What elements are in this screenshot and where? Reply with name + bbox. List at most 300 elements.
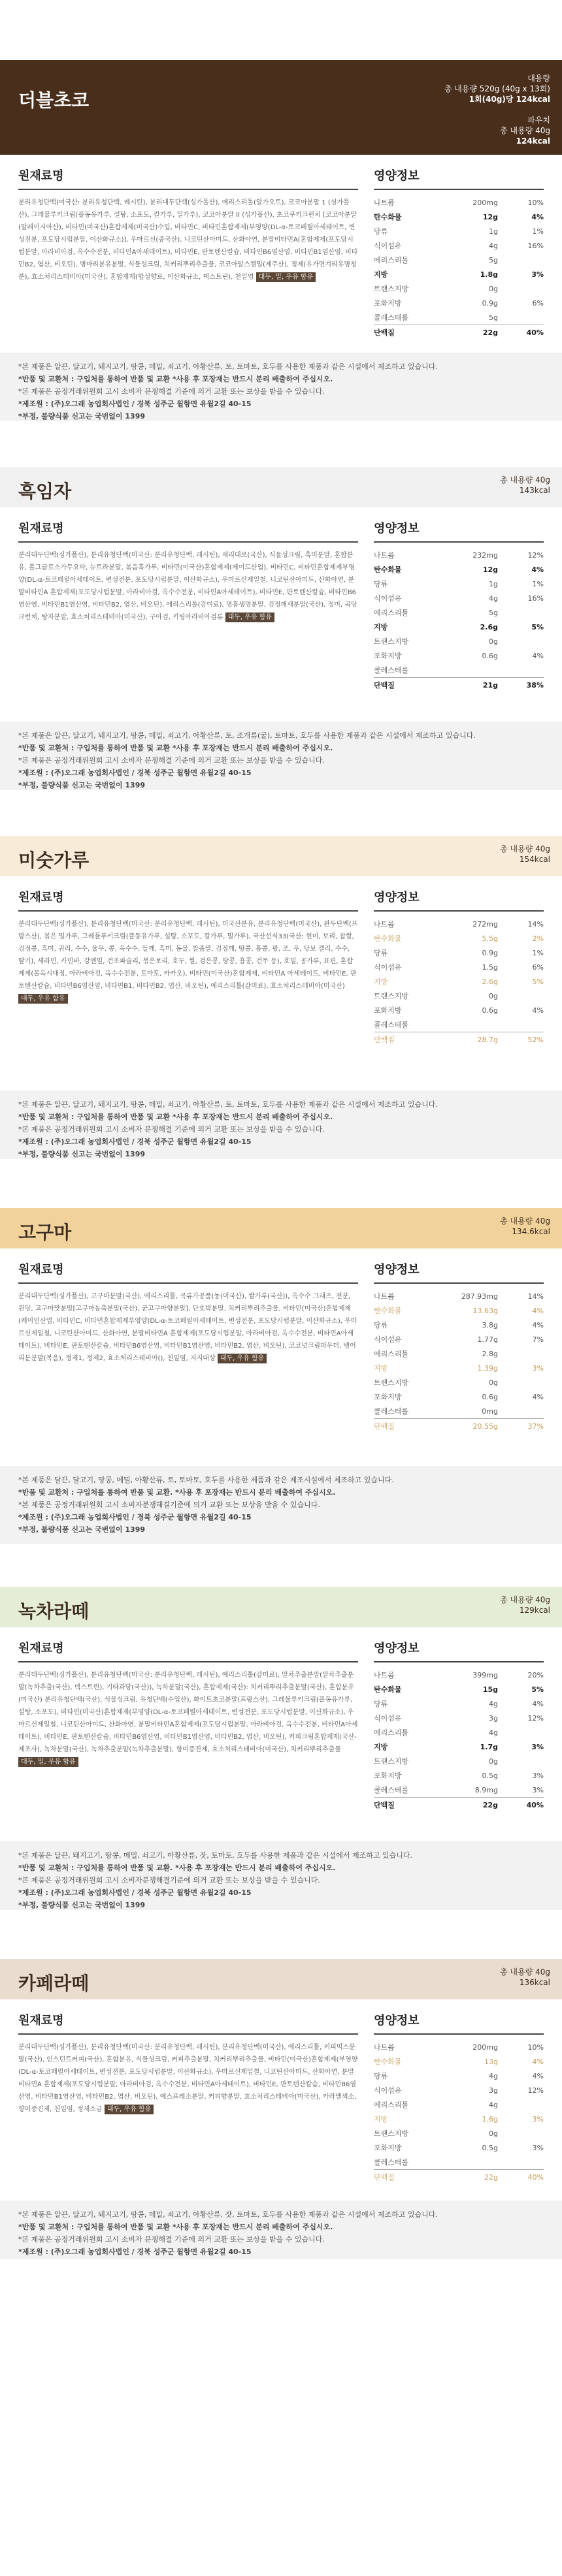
nutrition-row xyxy=(374,1754,544,1768)
nutrient-value: 272mg xyxy=(472,919,498,929)
nutrient-name: 에리스리톨 xyxy=(374,1728,409,1737)
nutrient-percent xyxy=(518,253,544,267)
nutrient-percent: 40% xyxy=(518,325,544,340)
nutrient-name: 탄수화물 xyxy=(374,2058,402,2066)
nutrient-percent: 6% xyxy=(532,962,544,972)
nutrition-row xyxy=(374,2054,544,2069)
nutrient-value: 3.8g xyxy=(482,1320,498,1329)
ingredients-text xyxy=(18,197,358,283)
nutrient-value: 1.5g xyxy=(482,962,498,972)
notice-line: *부정, 불량식품 신고는 국번없이 1399 xyxy=(18,781,146,789)
calorie-line: 총 내용량 40g xyxy=(500,1967,550,1977)
nutrient-value xyxy=(446,2155,518,2170)
nutrient-name: 식이섬유 xyxy=(374,2086,402,2095)
notice-line: *부정, 불량식품 신고는 국번없이 1399 xyxy=(18,1150,146,1158)
nutrition-row xyxy=(374,1768,544,1783)
nutrient-value: 287.93mg xyxy=(461,1292,498,1301)
nutrient-name: 콜레스테롤 xyxy=(374,2158,409,2167)
nutrient-value: 0g xyxy=(489,284,498,293)
product-name: 미숫가루 xyxy=(18,850,90,871)
nutrition-row xyxy=(374,1032,544,1047)
ingredients-title: 원재료명 xyxy=(18,167,358,190)
nutrient-name: 식이섬유 xyxy=(374,963,402,972)
nutrient-name: 포화지방 xyxy=(374,299,402,308)
nutrient-value: 22g xyxy=(446,2170,518,2185)
nutrient-percent: 5% xyxy=(531,1685,544,1694)
nutrient-name: 단백질 xyxy=(374,1419,446,1434)
product-banner xyxy=(0,1587,562,1627)
nutrient-name: 당류 xyxy=(374,2072,388,2080)
notice-line: *반품 및 교환처 : 구입처를 통하여 반품 및 교환 *사용 후 포장재는 반드시 분리 배출하여 주십시오. xyxy=(18,2223,333,2231)
nutrient-percent: 52% xyxy=(518,1032,544,1047)
nutrition-row xyxy=(374,591,544,605)
nutrient-name: 지방 xyxy=(374,1364,388,1373)
nutrient-percent: 12% xyxy=(527,1713,544,1723)
nutrient-name: 콜레스테롤 xyxy=(374,1407,409,1416)
nutrient-name: 단백질 xyxy=(374,325,446,340)
nutrient-value: 1.8g xyxy=(480,270,498,279)
nutrient-name: 콜레스테롤 xyxy=(374,1021,409,1029)
nutrient-percent: 4% xyxy=(531,212,544,221)
nutrient-value: 0mg xyxy=(482,1407,498,1416)
nutrient-name: 에리스리톨 xyxy=(374,256,409,264)
nutrient-percent xyxy=(518,2155,544,2170)
calorie-info xyxy=(444,73,550,146)
nutrient-value: 12g xyxy=(482,565,498,574)
nutrition-title: 영양정보 xyxy=(374,2011,544,2035)
ingredients-panel xyxy=(18,519,358,624)
nutrient-value: 0.6g xyxy=(482,1006,498,1015)
notice-line: *부정, 불량식품 신고는 국번없이 1399 xyxy=(18,1525,146,1534)
nutrient-value: 0.5g xyxy=(482,1771,498,1780)
notice-line: *반품 및 교환처 : 구입처를 통하여 반품 및 교환. *사용 후 포장재는 반드시 분리 배출하여 주십시오. xyxy=(18,1488,336,1497)
nutrition-title: 영양정보 xyxy=(374,167,544,190)
nutrient-percent: 3% xyxy=(532,1363,544,1373)
nutrient-value: 5.5g xyxy=(482,934,498,943)
nutrient-name: 에리스리톨 xyxy=(374,609,409,617)
nutrient-percent: 3% xyxy=(531,270,544,279)
product-name: 흑임자 xyxy=(18,481,72,502)
nutrition-row xyxy=(374,1696,544,1711)
product-banner xyxy=(0,1208,562,1248)
notice-line: *본 제품은 알끈, 달고기, 돼지고기, 땅콩, 메밀, 쇠고기, 아황산류, 토, 조개류(굴), 토마토, 호두를 사용한 제품과 같은 시설에서 제조하고 있습니다. xyxy=(18,731,476,740)
nutrition-row xyxy=(374,648,544,663)
nutrient-name: 식이섬유 xyxy=(374,1714,402,1723)
nutrient-value xyxy=(446,1017,518,1032)
nutrient-percent: 4% xyxy=(532,2057,544,2066)
notice-line: *본 제품은 알끈, 달고기, 돼지고기, 땅콩, 메밀, 쇠고기, 아황산류, 토, 토마토, 호두를 사용한 제품과 같은 시설에서 제조하고 있습니다. xyxy=(18,1100,438,1109)
nutrition-row xyxy=(374,1346,544,1361)
nutrient-name: 단백질 xyxy=(374,1798,446,1813)
nutrition-row xyxy=(374,224,544,238)
calorie-line: 136kcal xyxy=(519,1978,550,1987)
nutrient-value: 4g xyxy=(489,2071,498,2080)
nutrition-row xyxy=(374,989,544,1003)
nutrition-row xyxy=(374,2126,544,2140)
nutrient-value: 28.7g xyxy=(446,1032,518,1047)
nutrient-value: 0.9g xyxy=(482,948,498,957)
nutrient-value: 1.39g xyxy=(477,1363,498,1373)
nutrient-name: 나트륨 xyxy=(374,2043,395,2052)
ingredients-panel xyxy=(18,1260,358,1365)
allergen-badge: 대두, 밀, 우유 함유 xyxy=(256,272,316,282)
nutrient-value: 2.8g xyxy=(482,1349,498,1358)
nutrient-value: 0g xyxy=(489,2129,498,2138)
nutrition-row xyxy=(374,605,544,620)
nutrient-name: 콜레스테롤 xyxy=(374,666,409,675)
nutrition-row xyxy=(374,678,544,693)
notice-line: *본 제품은 공정거래위원회 고시 소비자 분쟁해결 기준에 의거 교환 또는 보상을 받을 수 있습니다. xyxy=(18,756,325,765)
nutrient-value: 8.9mg xyxy=(474,1785,498,1794)
nutrient-percent xyxy=(518,2097,544,2112)
nutrition-table xyxy=(374,917,544,1047)
nutrition-row xyxy=(374,577,544,591)
nutrition-row xyxy=(374,634,544,648)
nutrient-percent: 4% xyxy=(532,2071,544,2080)
nutrition-row xyxy=(374,1404,544,1419)
calorie-line: 총 내용량 40g xyxy=(500,1216,550,1226)
nutrition-row xyxy=(374,974,544,989)
calorie-line: 129kcal xyxy=(519,1606,550,1615)
ingredients-panel xyxy=(18,888,358,1005)
nutrient-value: 20.55g xyxy=(446,1419,518,1434)
nutrient-value: 399mg xyxy=(472,1670,498,1679)
product-banner xyxy=(0,60,562,155)
product-banner xyxy=(0,467,562,507)
nutrition-row xyxy=(374,1682,544,1696)
nutrition-row xyxy=(374,1303,544,1318)
nutrition-row xyxy=(374,1711,544,1725)
nutrition-panel xyxy=(374,2011,544,2184)
nutrient-value: 0g xyxy=(489,637,498,646)
nutrient-name: 나트륨 xyxy=(374,1671,395,1679)
nutrition-row xyxy=(374,253,544,267)
nutrient-value: 5g xyxy=(489,608,498,617)
ingredients-body: 분리유청단백(미국산: 분리유청단백, 레시틴), 분리대두단백(싱가폴산), 에리스리톨(알가오트), 코코아분말 1 (싱가폴산), 그레뮬루키크림(플동유가루, 설탕, 소포도, 칼가루, 밀가루), 코코아분말 II (싱가폴산), 초코쿠키크런치 [코코아분말(말레이시아산), 비타민(미국산)혼합제제(미국산)수입, 비타민C, 비타민혼합제제(부영양(DL-α-토코페릴아세테이트, 변성전분, 포도당시럽분말, 이산화규소)], 우마르신(중국산), 니코틴산아미드, 산화아연, 분말비타민A(혼합제제(포도당시럽분말, 아라비아검, 옥수수전분, 비타민A아세테이트), 비타민E, 판토텐산칼슘, 비타민B6염산염, 비타민B1염산염, 비타민B2, 엽산, 비오틴), 병마리분유분말, 식물성크림, 치커리뿌리추출물, 코코아알스캠밀(제주산), 정제(유가면겨리유명청분), 효소처리스테비아(미국산), 혼합제제(합성향료, 이산화규소, 덱스트린), 천일염 xyxy=(18,199,358,281)
nutrition-title: 영양정보 xyxy=(374,888,544,912)
notice-line: *본 제품은 공정거래위원회 고시 소비자분쟁해결기준에 의거 교환 또는 보상을 받을 수 있습니다. xyxy=(18,1501,320,1509)
nutrient-value: 3g xyxy=(489,2086,498,2095)
nutrient-percent: 10% xyxy=(527,2043,544,2052)
nutrition-table xyxy=(374,2040,544,2184)
nutrient-name: 단백질 xyxy=(374,2170,446,2185)
nutrient-percent: 3% xyxy=(532,2114,544,2123)
ingredients-title: 원재료명 xyxy=(18,2011,358,2035)
nutrition-row xyxy=(374,310,544,325)
nutrient-name: 식이섬유 xyxy=(374,594,402,603)
ingredients-body: 분리대두단백(싱가폴산), 분리유청단백(미국산: 분리유청단백, 레시틴), 새리대로(국산), 식물성크림, 흑미분말, 혼합분유, 볼그글로소가무요약, 뉴트라분말, 볶음흑가루, 비타민(미국산)혼합제제(제이드산업), 비타민C, 비타민혼합제제부영양(DL-α-토코페릴아세테이트, 변성전분, 포도당시럽분말, 이산화규소), 우마르신제일철, 니코틴산아미드, 산화아연, 분말비타민A 혼합제제(포도당시럽분말, 아라비아검, 옥수수전분, 비타민A아세테이트), 비타민E, 판토텐산칼슘, 비타민B6염산염, 비타민B1염산염, 비타민B2, 엽산, 비오틴), 에리스리톨(감미료), 명흥생명분말, 검정깨새분말(국산), 정미, 곡당크런치, 탕자분말, 효소처리스테비아(미국산), 구아검, 키링아라비아검류 xyxy=(18,552,357,621)
nutrient-percent: 4% xyxy=(532,651,544,660)
notice-line: *본 제품은 알끈, 달고기, 돼지고기, 땅콩, 메밀, 쇠고기, 아황산류, 잣, 토마토, 호두를 사용한 제품과 같은 시설에서 제조하고 있습니다. xyxy=(18,2210,438,2219)
nutrient-percent: 2% xyxy=(532,934,544,943)
ingredients-text xyxy=(18,2041,358,2116)
nutrition-panel xyxy=(374,167,544,340)
nutrient-name: 탄수화물 xyxy=(374,1685,402,1694)
nutrient-value: 0.6g xyxy=(482,1392,498,1401)
calorie-line: 파우치 xyxy=(527,116,550,125)
nutrient-name: 탄수화물 xyxy=(374,213,402,221)
product-name: 더블초코 xyxy=(18,89,90,111)
nutrient-value: 1g xyxy=(489,579,498,588)
nutrition-row xyxy=(374,1725,544,1740)
nutrient-percent: 4% xyxy=(532,1006,544,1015)
nutrient-value: 4g xyxy=(489,241,498,250)
nutrient-percent xyxy=(518,663,544,678)
nutrient-percent: 14% xyxy=(527,919,544,929)
nutrition-row xyxy=(374,562,544,577)
calorie-line: 총 내용량 40g xyxy=(500,126,550,135)
nutrient-name: 지방 xyxy=(374,978,388,986)
nutrient-name: 당류 xyxy=(374,1321,388,1329)
notice-line: *제조원 : (주)오그래 농업회사법인 / 경북 성주군 월항면 유월2길 40-15 xyxy=(18,1137,252,1146)
nutrition-row xyxy=(374,1783,544,1798)
nutrient-value: 1.77g xyxy=(477,1335,498,1344)
nutrition-row xyxy=(374,960,544,974)
nutrition-row xyxy=(374,2112,544,2126)
nutrition-row xyxy=(374,1375,544,1390)
nutrient-percent: 40% xyxy=(518,2170,544,2185)
notice-box xyxy=(0,722,562,790)
notice-box xyxy=(0,1841,562,1910)
notice-line: *제조원 : (주)오그래 농업회사법인 / 경북 성주군 월항면 유월2길 40-15 xyxy=(18,769,252,777)
calorie-line: 총 내용량 40g xyxy=(500,1595,550,1604)
nutrition-row xyxy=(374,1390,544,1404)
calorie-line: 1회(40g)당 124kcal xyxy=(469,95,550,104)
nutrition-row xyxy=(374,2140,544,2155)
nutrient-value: 12g xyxy=(482,212,498,221)
ingredients-panel xyxy=(18,2011,358,2116)
nutrient-name: 포화지방 xyxy=(374,1006,402,1015)
ingredients-text xyxy=(18,1290,358,1365)
nutrient-percent: 3% xyxy=(531,1742,544,1751)
nutrient-percent: 38% xyxy=(518,678,544,693)
nutrition-row xyxy=(374,1740,544,1754)
nutrient-value: 0.6g xyxy=(482,651,498,660)
nutrient-percent xyxy=(518,1017,544,1032)
nutrient-value: 21g xyxy=(446,678,518,693)
nutrient-percent xyxy=(518,605,544,620)
nutrient-value: 0g xyxy=(489,1378,498,1387)
nutrient-value: 15g xyxy=(482,1685,498,1694)
nutrition-table xyxy=(374,548,544,692)
notice-line: *본 제품은 달끈, 달고기, 땅콩, 메밀, 아황산류, 토, 토마토, 호두를 사용한 제품과 같은 제조시설에서 제조하고 있습니다. xyxy=(18,1476,394,1484)
nutrition-row xyxy=(374,1318,544,1332)
nutrition-row xyxy=(374,1668,544,1682)
nutrient-name: 포화지방 xyxy=(374,1393,402,1401)
notice-box xyxy=(0,2201,562,2259)
nutrient-percent: 1% xyxy=(532,579,544,588)
notice-line: *본 제품은 공정거래위원회 고시 소비자분쟁해결기준에 의거 교환 또는 보상을 받을 수 있습니다. xyxy=(18,1876,320,1884)
nutrition-row xyxy=(374,1419,544,1434)
allergen-badge: 대두, 우유 함유 xyxy=(18,994,68,1004)
nutrition-row xyxy=(374,2040,544,2054)
nutrient-percent: 3% xyxy=(532,2143,544,2152)
nutrient-name: 트랜스지방 xyxy=(374,2129,409,2138)
nutrient-name: 탄수화물 xyxy=(374,565,402,574)
nutrient-percent: 10% xyxy=(527,198,544,207)
nutrient-name: 트랜스지방 xyxy=(374,992,409,1000)
nutrition-row xyxy=(374,1003,544,1017)
nutrient-percent xyxy=(518,310,544,325)
ingredients-text xyxy=(18,918,358,1005)
calorie-info xyxy=(500,844,550,865)
nutrient-value: 13g xyxy=(484,2057,498,2066)
notice-line: *본 제품은 공정거래위원회 고시 소비자 분쟁해결 기준에 의거 교환 또는 보상을 받을 수 있습니다. xyxy=(18,1125,325,1134)
notice-line: *부정, 불량식품 신고는 국번없이 1399 xyxy=(18,412,146,421)
nutrient-percent: 5% xyxy=(531,622,544,631)
calorie-line: 154kcal xyxy=(519,855,550,864)
calorie-line: 대용량 xyxy=(527,74,550,83)
nutrition-panel xyxy=(374,888,544,1047)
nutrient-name: 단백질 xyxy=(374,678,446,693)
nutrient-value: 200mg xyxy=(472,198,498,207)
ingredients-text xyxy=(18,549,358,624)
nutrient-percent: 3% xyxy=(532,1785,544,1794)
nutrient-value: 1.7g xyxy=(480,1742,498,1751)
nutrient-value: 4g xyxy=(489,594,498,603)
ingredients-body: 분리대두단백(싱가폴산), 분리유청단백(미국산: 분리유청단백, 레시틴), 에리스리톨(감미료), 말차추출분말(말차추출분말(녹차추출(국산), 덱스트린), 기타과당(국산)), 녹차분말(국산), 혼합제제(국산): 치커리뿌리추출분말(국산), 혼합분유(미국산) 분리유청단백(국산), 식물성크림, 유청단백(수입산), 화이트초코분말(프랑스산), 그레뮬루키크림(플동유가루, 설탕, 소포도), 비타민(미국산)혼합제제(부영양(DL-α-토코페릴아세테이트, 변성전분, 포도당시럽분말, 이산화규소), 우마르신제일철, 니코틴산아미드, 산화아연, 분말비타민A혼합제제(포도당시럽분말, 아라비아검, 옥수수전분, 비타민A아세테이트), 비타민E, 판토텐산칼슘, 비타민B6염산염, 비타민B1염산염, 비타민B2, 엽산, 비오틴), 커피크림혼합제제(국산-제조사), 녹차분말(국산), 녹차추출분말(녹차추출분말), 향미증진제, 효소처리스테비아(미국산), 치커리뿌리추출물 xyxy=(18,1672,358,1753)
nutrient-percent xyxy=(518,2126,544,2140)
nutrient-percent xyxy=(518,989,544,1003)
notice-line: *본 제품은 공정거래위원회 고시 소비자 분쟁해결 기준에 의거 교환 또는 보상을 받을 수 있습니다. xyxy=(18,387,325,396)
nutrition-table xyxy=(374,1668,544,1812)
nutrition-row xyxy=(374,1361,544,1375)
notice-line: *본 제품은 공정거래위원회 고시 소비자 분쟁해결 기준에 의거 교환 또는 보상을 받을 수 있습니다. xyxy=(18,2235,325,2244)
calorie-line: 134.6kcal xyxy=(512,1227,550,1236)
nutrition-title: 영양정보 xyxy=(374,1260,544,1284)
calorie-line: 총 내용량 40g xyxy=(500,844,550,853)
nutrition-row xyxy=(374,2155,544,2170)
nutrition-row xyxy=(374,210,544,224)
nutrient-percent xyxy=(518,1725,544,1740)
nutrient-percent: 16% xyxy=(527,241,544,250)
calorie-info xyxy=(500,1216,550,1237)
nutrient-percent: 1% xyxy=(532,227,544,236)
nutrition-row xyxy=(374,620,544,634)
ingredients-title: 원재료명 xyxy=(18,519,358,543)
notice-line: *반품 및 교환처 : 구입처를 통하여 반품 및 교환 *사용 후 포장재는 반드시 분리 배출하여 주십시오. xyxy=(18,1113,333,1121)
notice-line: *제조원 : (주)오그래 농업회사법인 / 경북 성주군 월항면 유월2길 40-15 xyxy=(18,1888,252,1897)
nutrient-name: 지방 xyxy=(374,1743,388,1751)
notice-line: *본 제품은 달끈, 돼지고기, 땅콩, 메밀, 쇠고기, 아황산류, 잣, 토마토, 호두를 사용한 제품과 같은 시설에서 제조하고 있습니다. xyxy=(18,1851,412,1860)
calorie-info xyxy=(500,1967,550,1988)
nutrient-value: 0.9g xyxy=(482,298,498,308)
product-banner xyxy=(0,1959,562,1999)
nutrient-name: 당류 xyxy=(374,1700,388,1708)
nutrient-percent: 16% xyxy=(527,594,544,603)
nutrient-name: 나트륨 xyxy=(374,1292,395,1301)
allergen-badge: 대두, 우유 함유 xyxy=(105,2105,154,2114)
nutrient-name: 에리스리톨 xyxy=(374,2101,409,2109)
nutrient-value xyxy=(446,663,518,678)
nutrient-percent xyxy=(518,634,544,648)
calorie-line: 총 내용량 520g (40g x 13회) xyxy=(444,84,550,93)
nutrient-name: 포화지방 xyxy=(374,652,402,660)
nutrition-row xyxy=(374,1017,544,1032)
notice-line: *반품 및 교환처 : 구입처를 통하여 반품 및 교환 *사용 후 포장재는 반드시 분리 배출하여 주십시오. xyxy=(18,744,333,752)
nutrient-percent: 14% xyxy=(527,1292,544,1301)
nutrient-value: 2.6g xyxy=(480,622,498,631)
nutrient-value: 0g xyxy=(489,1757,498,1766)
nutrient-name: 트랜스지방 xyxy=(374,285,409,293)
nutrition-row xyxy=(374,1798,544,1813)
nutrient-name: 포화지방 xyxy=(374,1772,402,1780)
product-name: 고구마 xyxy=(18,1222,72,1243)
allergen-badge: 대두, 밀, 우유 함유 xyxy=(18,1757,78,1767)
nutrient-value: 22g xyxy=(446,325,518,340)
nutrient-value: 4g xyxy=(489,1699,498,1708)
nutrient-value: 1.6g xyxy=(482,2114,498,2123)
nutrient-percent xyxy=(518,1754,544,1768)
nutrient-value: 5g xyxy=(489,313,498,322)
notice-line: *본 제품은 알끈, 달고기, 돼지고기, 땅콩, 메밀, 쇠고기, 아황산류, 토, 토마토, 호두를 사용한 제품과 같은 시설에서 제조하고 있습니다. xyxy=(18,362,438,371)
ingredients-title: 원재료명 xyxy=(18,1639,358,1662)
nutrient-percent: 4% xyxy=(532,1699,544,1708)
nutrition-row xyxy=(374,325,544,340)
nutrient-value: 200mg xyxy=(472,2043,498,2052)
calorie-line: 총 내용량 40g xyxy=(500,475,550,485)
nutrition-row xyxy=(374,548,544,562)
nutrient-percent xyxy=(518,1375,544,1390)
nutrition-row xyxy=(374,296,544,310)
nutrient-percent: 6% xyxy=(532,298,544,308)
nutrient-value: 13.63g xyxy=(472,1306,498,1315)
nutrient-name: 트랜스지방 xyxy=(374,1378,409,1387)
nutrient-value: 1g xyxy=(489,227,498,236)
nutrient-percent: 12% xyxy=(527,550,544,560)
notice-box xyxy=(0,1090,562,1159)
nutrient-name: 당류 xyxy=(374,949,388,957)
nutrient-name: 콜레스테롤 xyxy=(374,1786,409,1794)
nutrient-percent: 1% xyxy=(532,948,544,957)
nutrient-percent: 4% xyxy=(532,1306,544,1315)
ingredients-panel xyxy=(18,1639,358,1768)
ingredients-body: 분리대두단백(싱가폴산), 분리유청단백(미국산: 분리유청단백, 레시틴), 미국산분유, 분리유청단백(미국산), 완두단백(프랑스산), 볶은 밀가루, 그레뮬루키크림(플동유가루, 설탕, 소포도, 칼가루, 밀가루), 국산선식33(국산: 현미, 보리, 찹쌀, 검정콩, 흑미, 귀리, 수수, 율무, 콩, 옥수수, 들깨, 흑미, 동물, 찰좁쌀, 검정깨, 땅콩, 흡콩, 팥, 조, 우, 당보 캘리, 수수, 딸기), 세라민, 카민바, 강엔밀, 건조파슬리, 볶은보리, 호두, 씰, 검은콩, 땅콩, 흡콩, 건무 등), 호밀, 공가루, 표핀, 혼합제제(볼옥시대정, 아라비아검, 옥수수전분, 토마토, 카카오), 비타민(미국산)혼합제제, 비타민A 아세테이트, 비타민E, 판토텐산칼슘, 비타민B6염산염, 비타민B1, 비타민B2, 엽산, 비오틴), 에리스리톨(감미료), 효소처리스테비아(미국산) xyxy=(18,921,358,990)
notice-box xyxy=(0,353,562,421)
nutrient-name: 탄수화물 xyxy=(374,934,402,943)
notice-line: *제조원 : (주)오그래 농업회사법인 / 경북 성주군 월항면 유월2길 40-15 xyxy=(18,400,252,408)
nutrient-percent: 7% xyxy=(532,1335,544,1344)
ingredients-title: 원재료명 xyxy=(18,888,358,912)
nutrition-table xyxy=(374,195,544,340)
nutrient-name: 포화지방 xyxy=(374,2144,402,2152)
nutrient-percent: 12% xyxy=(527,2086,544,2095)
nutrient-percent: 4% xyxy=(531,565,544,574)
nutrient-name: 탄수화물 xyxy=(374,1307,402,1315)
nutrient-name: 지방 xyxy=(374,623,388,631)
notice-line: *반품 및 교환처 : 구입처를 통하여 반품 및 교환 *사용 후 포장재는 반드시 분리 배출하여 주십시오. xyxy=(18,375,333,383)
nutrition-row xyxy=(374,1332,544,1346)
nutrition-panel xyxy=(374,1260,544,1433)
nutrient-name: 단백질 xyxy=(374,1032,446,1047)
nutrition-row xyxy=(374,917,544,931)
notice-box xyxy=(0,1466,562,1544)
nutrient-percent xyxy=(518,1404,544,1419)
allergen-badge: 대두, 우유 함유 xyxy=(218,1354,267,1363)
ingredients-panel xyxy=(18,167,358,283)
notice-line: *부정, 불량식품 신고는 국번없이 1399 xyxy=(18,1901,146,1909)
notice-line: *반품 및 교환처 : 구입처를 통하여 반품 및 교환. *사용 후 포장재는 반드시 분리 배출하여 주십시오. xyxy=(18,1864,336,1872)
nutrition-row xyxy=(374,281,544,296)
nutrient-value: 3g xyxy=(489,1713,498,1723)
nutrient-percent xyxy=(518,1346,544,1361)
nutrient-name: 지방 xyxy=(374,2115,388,2123)
nutrient-name: 지방 xyxy=(374,270,388,279)
nutrition-row xyxy=(374,267,544,281)
notice-line: *제조원 : (주)오그래 농업회사법인 / 경북 성주군 월항면 유월2길 40-15 xyxy=(18,2248,252,2256)
nutrition-title: 영양정보 xyxy=(374,519,544,543)
ingredients-text xyxy=(18,1669,358,1768)
